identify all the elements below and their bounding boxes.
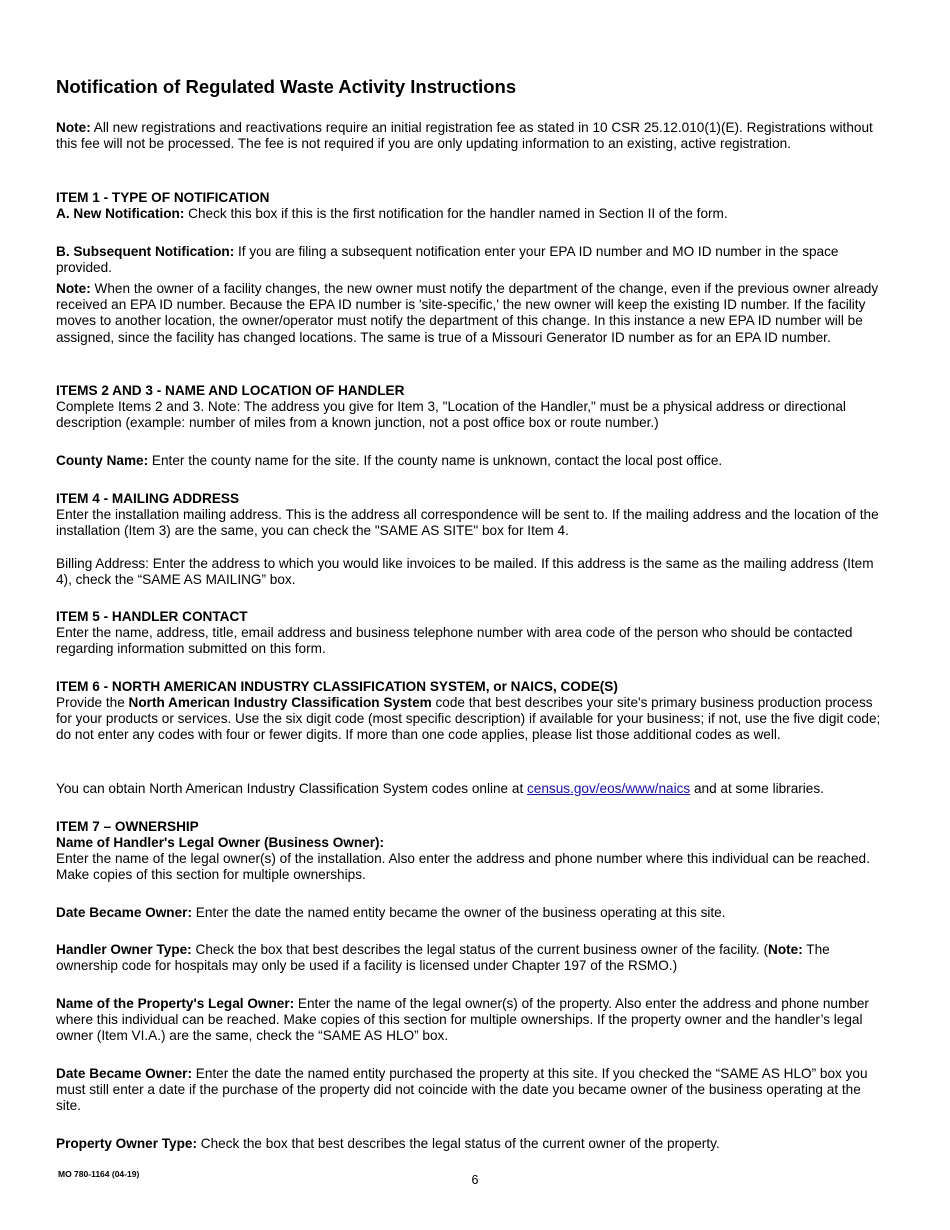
hot-note-text: The ownership code for hospitals may only be used if a facility is licensed under Chapter 197 of the RSMO.): [56, 942, 830, 974]
item1-note-text: When the owner of a facility changes, the new owner must notify the department of the change, even if the previous owner already received an EPA ID number. Because the EPA ID number is 'site-specific,' the new owner will keep the existing ID number. If the facility moves to another location, the owner/operator must notify the department of this change. In this instance a new EPA ID number will be assigned, since the facility has changed locations. The same is true of a Missouri Generator ID number as for an EPA ID number.: [56, 281, 879, 345]
prop-text: Enter the name of the legal owner(s) of the property. Also enter the address and phone number where this individual can be reached. Make copies of this section for multiple ownerships. If the property owner and the handler’s legal owner (Item VI.A.) are the same, check the “SAME AS HLO” box.: [56, 996, 869, 1044]
item6-text: [56, 695, 884, 744]
item5-heading: ITEM 5 - HANDLER CONTACT: [56, 609, 248, 624]
item4-text: Enter the installation mailing address. This is the address all correspondence will be sent to. If the mailing address and the location of the installation (Item 3) are the same, you can check the "SAME AS SITE" box for Item 4.: [56, 507, 879, 539]
intro-note-text: All new registrations and reactivations require an initial registration fee as stated in 10 CSR 25.12.010(1)(E). Registrations without this fee will not be processed. The fee is not required if you are only updating information to an existing, active registration.: [56, 120, 873, 152]
hot-note-label: Note:: [768, 942, 803, 957]
item1-a-text: Check this box if this is the first notification for the handler named in Section II of the form.: [184, 206, 728, 221]
naics-obtain-post: and at some libraries.: [690, 781, 824, 796]
hot-text: Check the box that best describes the legal status of the current business owner of the facility. (: [191, 942, 768, 957]
item6-text-post: code that best describes your site's primary business production process for your products or services. Use the six digit code (most specific description) if available for your business; if not, use the five digit code; do not enter any codes with four or fewer digits. If more than one code applies, please list those additional codes as well.: [56, 695, 881, 743]
naics-obtain: [56, 781, 884, 797]
item7-text: Enter the name of the legal owner(s) of the installation. Also enter the address and phone number where this individual can be reached. Make copies of this section for multiple ownerships.: [56, 851, 870, 883]
handler-owner-type: [56, 942, 884, 974]
items23-text: Complete Items 2 and 3. Note: The address you give for Item 3, "Location of the Handler," must be a physical address or directional description (example: number of miles from a known junction, not a post office box or route number.): [56, 399, 846, 431]
item1-subsequent-notification: [56, 244, 884, 276]
date2-text: Enter the date the named entity purchased the property at this site. If you checked the “SAME AS HLO” box you must still enter a date if the purchase of the property did not coincide with the date you became owner of the business operating at the site.: [56, 1066, 868, 1114]
prop-label: Name of the Property's Legal Owner:: [56, 996, 295, 1011]
item1-note: [56, 281, 884, 346]
intro-note: [56, 120, 884, 152]
property-owner-type: [56, 1136, 884, 1152]
county-label: County Name:: [56, 453, 149, 468]
hot-label: Handler Owner Type:: [56, 942, 192, 957]
item1-note-label: Note:: [56, 281, 91, 296]
item1-heading: ITEM 1 - TYPE OF NOTIFICATION: [56, 190, 270, 205]
item4-heading: ITEM 4 - MAILING ADDRESS: [56, 491, 240, 506]
item5-text: Enter the name, address, title, email address and business telephone number with area code of the person who should be contacted regarding information submitted on this form.: [56, 625, 853, 657]
county-text: Enter the county name for the site. If the county name is unknown, contact the local post office.: [148, 453, 723, 468]
county-name: [56, 453, 884, 469]
property-legal-owner: [56, 996, 884, 1045]
page-number: 6: [471, 1173, 479, 1187]
item1-b-text: If you are filing a subsequent notification enter your EPA ID number and MO ID number in the space provided.: [56, 244, 839, 276]
naics-obtain-pre: You can obtain North American Industry Classification System codes online at: [56, 781, 527, 796]
items23-heading: ITEMS 2 AND 3 - NAME AND LOCATION OF HANDLER: [56, 383, 405, 398]
item6-text-pre: Provide the: [56, 695, 129, 710]
date1-label: Date Became Owner:: [56, 905, 192, 920]
form-code: MO 780-1164 (04-19): [58, 1169, 140, 1179]
item6-heading: ITEM 6 - NORTH AMERICAN INDUSTRY CLASSIFICATION SYSTEM, or NAICS, CODE(S): [56, 679, 618, 694]
page-title: Notification of Regulated Waste Activity Instructions: [56, 76, 517, 97]
date2-label: Date Became Owner:: [56, 1066, 192, 1081]
item6-text-bold: North American Industry Classification System: [128, 695, 432, 710]
item7-heading: ITEM 7 – OWNERSHIP: [56, 819, 199, 834]
item7-subheading: Name of Handler's Legal Owner (Business Owner):: [56, 835, 385, 850]
date1-text: Enter the date the named entity became the owner of the business operating at this site.: [192, 905, 726, 920]
item1-new-notification: [56, 206, 884, 222]
billing-address-text: Billing Address: Enter the address to which you would like invoices to be mailed. If this address is the same as the mailing address (Item 4), check the “SAME AS MAILING” box.: [56, 556, 874, 588]
item1-a-label: A. New Notification:: [56, 206, 185, 221]
date-became-owner-property: [56, 1066, 884, 1115]
pot-text: Check the box that best describes the legal status of the current owner of the property.: [197, 1136, 720, 1151]
naics-link[interactable]: census.gov/eos/www/naics: [527, 781, 691, 796]
pot-label: Property Owner Type:: [56, 1136, 198, 1151]
date-became-owner-business: [56, 905, 884, 921]
intro-note-label: Note:: [56, 120, 91, 135]
item1-b-label: B. Subsequent Notification:: [56, 244, 235, 259]
